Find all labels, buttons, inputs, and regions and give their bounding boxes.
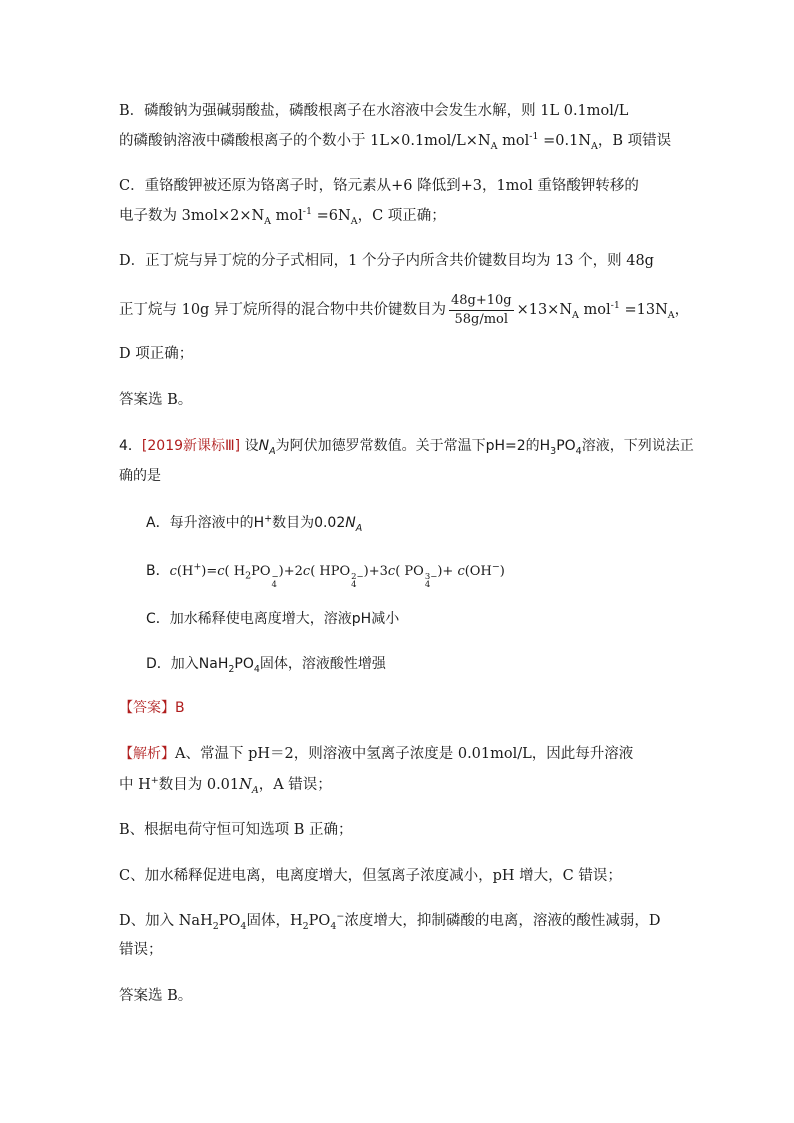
prev-option-c-line-2 xyxy=(119,206,446,226)
subscript: A xyxy=(251,784,259,796)
text: 溶液，下列说法正 xyxy=(581,438,694,454)
prev-option-d-line-3 xyxy=(119,344,193,364)
answer-value: B xyxy=(175,700,185,716)
text: 正丁烷与 10g 异丁烷所得的混合物中共价键数目为 xyxy=(119,302,446,318)
subscript: A xyxy=(269,445,276,457)
analysis-line-2 xyxy=(119,775,332,795)
question-4-option-c xyxy=(146,609,399,629)
text: )+ xyxy=(437,564,458,579)
analysis-label: 【解析】 xyxy=(119,746,175,762)
text: B．磷酸钠为强碱弱酸盐，磷酸根离子在水溶液中会发生水解，则 1L 0.1mol/L xyxy=(119,103,629,119)
text: D．正丁烷与异丁烷的分子式相同，1 个分子内所含共价键数目均为 13 个，则 48g xyxy=(119,253,654,269)
text: 浓度增大，抑制磷酸的电离，溶液的酸性减弱，D xyxy=(344,913,661,929)
analysis-line-1 xyxy=(119,744,633,764)
subscript: 4 xyxy=(351,580,357,590)
question-4-option-d xyxy=(146,654,386,674)
text: 固体，溶液酸性增强 xyxy=(259,656,386,672)
text: B、根据电荷守恒可知选项 B 正确； xyxy=(119,822,353,838)
text: 数目为0.02 xyxy=(272,515,346,531)
symbol: N xyxy=(258,438,270,454)
superscript: − xyxy=(336,911,345,923)
text: A．每升溶液中的H xyxy=(146,515,265,531)
superscript: − xyxy=(491,561,500,573)
symbol: c xyxy=(169,564,177,579)
text: mol xyxy=(271,208,303,224)
superscript: -1 xyxy=(302,206,313,218)
question-4-option-b xyxy=(146,561,505,589)
text: 设 xyxy=(240,438,259,454)
subscript: A xyxy=(490,140,498,152)
text: PO xyxy=(251,564,271,579)
text: )+2 xyxy=(278,564,303,579)
subscript: 2 xyxy=(212,920,219,932)
text: mol xyxy=(578,302,611,318)
text: 答案选 B。 xyxy=(119,988,193,1004)
subscript: 4 xyxy=(271,580,277,590)
text: 为阿伏加德罗常数值。关于常温下pH=2的H xyxy=(275,438,551,454)
subscript: 2 xyxy=(245,570,252,582)
superscript: -1 xyxy=(529,131,539,143)
subscript: 3 xyxy=(550,445,557,457)
text: PO xyxy=(234,656,254,672)
text: )+3 xyxy=(363,564,388,579)
charge: 2− xyxy=(351,572,364,582)
text: ) xyxy=(499,564,505,579)
prev-option-b-line-1 xyxy=(119,101,628,121)
analysis-line-5 xyxy=(119,911,660,931)
prev-option-b-line-2 xyxy=(119,131,671,151)
subscript: A xyxy=(591,140,598,152)
text: )= xyxy=(201,564,218,579)
superscript: + xyxy=(193,561,202,573)
question-number: 4． xyxy=(119,438,142,454)
text: D 项正确； xyxy=(119,346,194,362)
fraction-numerator: 48g+10g xyxy=(449,293,514,311)
question-source: [2019新课标Ⅲ] xyxy=(141,438,241,454)
text: C、加水稀释促进电离，电离度增大，但氢离子浓度减小，pH 增大，C 错误； xyxy=(119,868,622,884)
charge: − xyxy=(271,572,279,582)
text: 确的是 xyxy=(119,468,161,484)
subscript: 2 xyxy=(228,663,235,675)
text: ×13×N xyxy=(516,302,573,318)
text: 中 H xyxy=(119,777,151,793)
subscript: 2 xyxy=(302,920,309,932)
analysis-line-3 xyxy=(119,820,353,840)
analysis-line-4 xyxy=(119,866,622,886)
text: =6N xyxy=(312,208,351,224)
text: (H xyxy=(176,564,194,579)
text: PO xyxy=(308,913,331,929)
text: ， xyxy=(674,302,690,318)
text: 固体，H xyxy=(246,913,303,929)
text: C．重铬酸钾被还原为铬离子时，铬元素从+6 降低到+3，1mol 重铬酸钾转移的 xyxy=(119,178,639,194)
text: ( HPO xyxy=(310,564,351,579)
symbol: N xyxy=(239,777,252,793)
text: D．加入NaH xyxy=(146,656,229,672)
subscript: A xyxy=(572,309,579,321)
text: ( PO xyxy=(395,564,424,579)
text: ，C 项正确； xyxy=(357,208,446,224)
subscript: 4 xyxy=(240,920,247,932)
prev-option-d-line-2 xyxy=(119,292,689,328)
analysis-line-6 xyxy=(119,940,163,960)
text: D、加入 NaH xyxy=(119,913,213,929)
answer-label: 【答案】 xyxy=(119,700,175,716)
prev-option-d-line-1 xyxy=(119,251,654,271)
symbol: c xyxy=(387,564,396,579)
question-4-stem-line-2 xyxy=(119,466,161,486)
text: PO xyxy=(218,913,241,929)
ion-charge xyxy=(351,573,364,589)
subscript: 4 xyxy=(575,445,582,457)
text: ( H xyxy=(224,564,246,579)
answer-line xyxy=(119,698,185,718)
question-4-option-a xyxy=(146,513,362,533)
subscript: A xyxy=(264,215,272,227)
fraction xyxy=(449,293,514,328)
text: B． xyxy=(146,563,170,579)
text: (OH xyxy=(464,564,492,579)
symbol: N xyxy=(345,515,356,531)
text: C．加水稀释使电离度增大，溶液pH减小 xyxy=(146,611,400,627)
text: 答案选 B。 xyxy=(119,392,193,408)
analysis-line-7 xyxy=(119,986,192,1006)
text: mol xyxy=(497,133,530,149)
prev-option-c-line-1 xyxy=(119,176,639,196)
question-4-stem-line-1 xyxy=(119,436,694,456)
subscript: A xyxy=(350,215,358,227)
text: ，A 错误； xyxy=(258,777,332,793)
fraction-denominator: 58g/mol xyxy=(454,311,509,327)
symbol: c xyxy=(302,564,311,579)
ion-charge xyxy=(425,573,438,589)
text: PO xyxy=(556,438,576,454)
superscript: + xyxy=(150,775,159,787)
text: A、常温下 pH＝2，则溶液中氢离子浓度是 0.01mol/L，因此每升溶液 xyxy=(175,746,634,762)
symbol: c xyxy=(217,564,225,579)
text: 电子数为 3mol×2×N xyxy=(119,208,265,224)
text: ，B 项错误 xyxy=(597,133,672,149)
text: =0.1N xyxy=(538,133,592,149)
subscript: A xyxy=(667,309,675,321)
text: =13N xyxy=(619,302,668,318)
subscript: 4 xyxy=(253,663,260,675)
symbol: c xyxy=(457,564,465,579)
subscript: 4 xyxy=(424,580,431,590)
subscript: A xyxy=(355,522,363,534)
charge: 3− xyxy=(424,572,438,582)
ion-charge xyxy=(272,573,279,589)
text: 的磷酸钠溶液中磷酸根离子的个数小于 1L×0.1mol/L×N xyxy=(119,133,491,149)
text: 错误； xyxy=(119,942,163,958)
prev-answer-line xyxy=(119,390,192,410)
text: 数目为 0.01 xyxy=(158,777,240,793)
superscript: + xyxy=(264,513,273,525)
superscript: -1 xyxy=(610,300,620,312)
subscript: 4 xyxy=(330,920,337,932)
